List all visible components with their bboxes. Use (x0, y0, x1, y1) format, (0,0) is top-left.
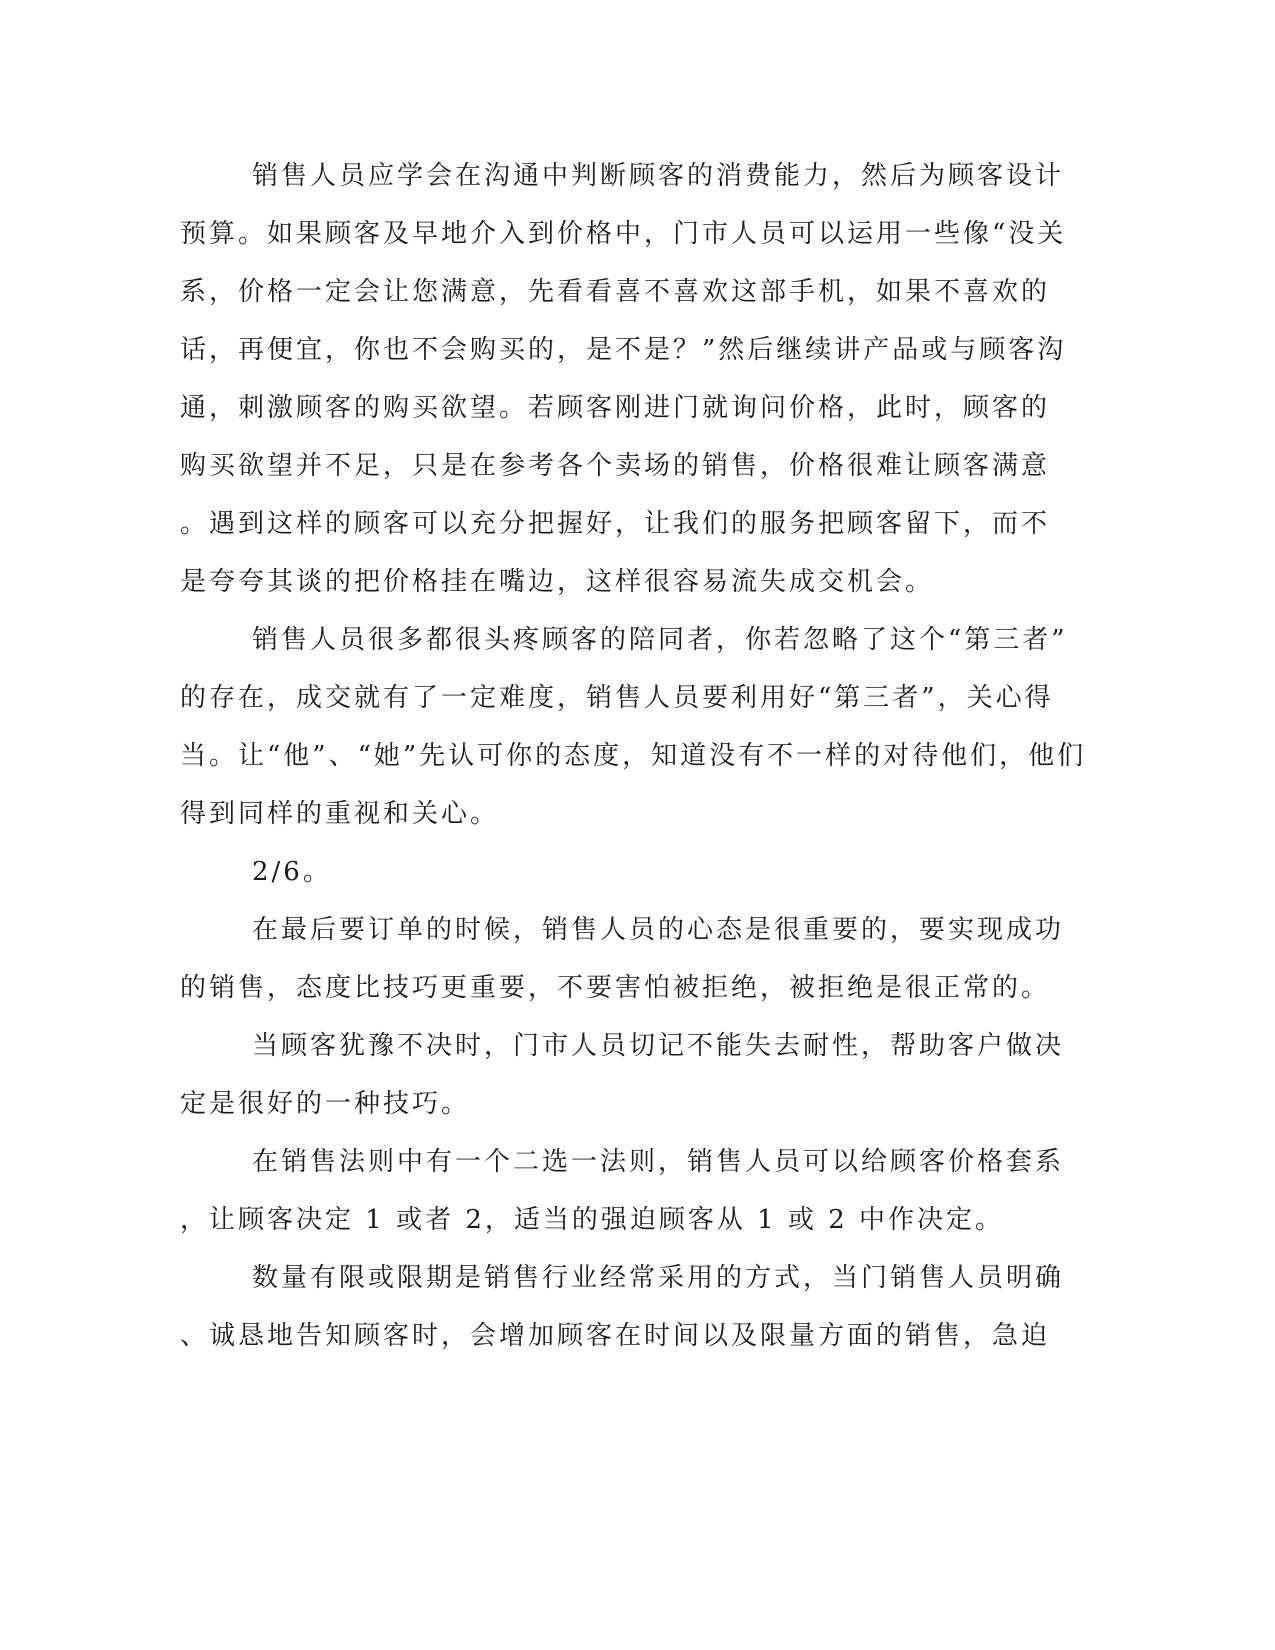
paragraph-line: 当。让“他”、“她”先认可你的态度，知道没有不一样的对待他们，他们 (180, 741, 1087, 771)
paragraph-line: 、诚恳地告知顾客时，会增加顾客在时间以及限量方面的销售，急迫 (180, 1321, 1051, 1351)
paragraph-line: 购买欲望并不足，只是在参考各个卖场的销售，价格很难让顾客满意 (180, 451, 1051, 481)
paragraph-line: 定是很好的一种技巧。 (180, 1089, 471, 1119)
paragraph-line: 的存在，成交就有了一定难度，销售人员要利用好“第三者”，关心得 (180, 683, 1054, 713)
paragraph-line: 销售人员应学会在沟通中判断顾客的消费能力，然后为顾客设计 (252, 161, 1065, 191)
paragraph-line: 得到同样的重视和关心。 (180, 799, 500, 829)
paragraph-line: 的销售，态度比技巧更重要，不要害怕被拒绝，被拒绝是很正常的。 (180, 973, 1051, 1003)
paragraph-line: 是夸夸其谈的把价格挂在嘴边，这样很容易流失成交机会。 (180, 567, 935, 597)
paragraph-line: 在销售法则中有一个二选一法则，销售人员可以给顾客价格套系 (252, 1147, 1065, 1177)
paragraph-line: ，让顾客决定 1 或者 2，适当的强迫顾客从 1 或 2 中作决定。 (180, 1205, 1005, 1235)
paragraph-line: 销售人员很多都很头疼顾客的陪同者，你若忽略了这个“第三者” (252, 625, 1068, 655)
paragraph-line: 系，价格一定会让您满意，先看看喜不喜欢这部手机，如果不喜欢的 (180, 277, 1051, 307)
paragraph-line: 预算。如果顾客及早地介入到价格中，门市人员可以运用一些像“没关 (180, 219, 1067, 249)
paragraph-line: 数量有限或限期是销售行业经常采用的方式，当门销售人员明确 (252, 1263, 1065, 1293)
paragraph-line: 在最后要订单的时候，销售人员的心态是很重要的，要实现成功 (252, 915, 1065, 945)
paragraph-line: 当顾客犹豫不决时，门市人员切记不能失去耐性，帮助客户做决 (252, 1031, 1065, 1061)
page-marker: 2/6。 (252, 857, 332, 887)
paragraph-line: 。遇到这样的顾客可以充分把握好，让我们的服务把顾客留下，而不 (180, 509, 1051, 539)
paragraph-line: 话，再便宜，你也不会购买的，是不是？”然后继续讲产品或与顾客沟 (180, 335, 1067, 365)
paragraph-line: 通，刺激顾客的购买欲望。若顾客刚进门就询问价格，此时，顾客的 (180, 393, 1051, 423)
